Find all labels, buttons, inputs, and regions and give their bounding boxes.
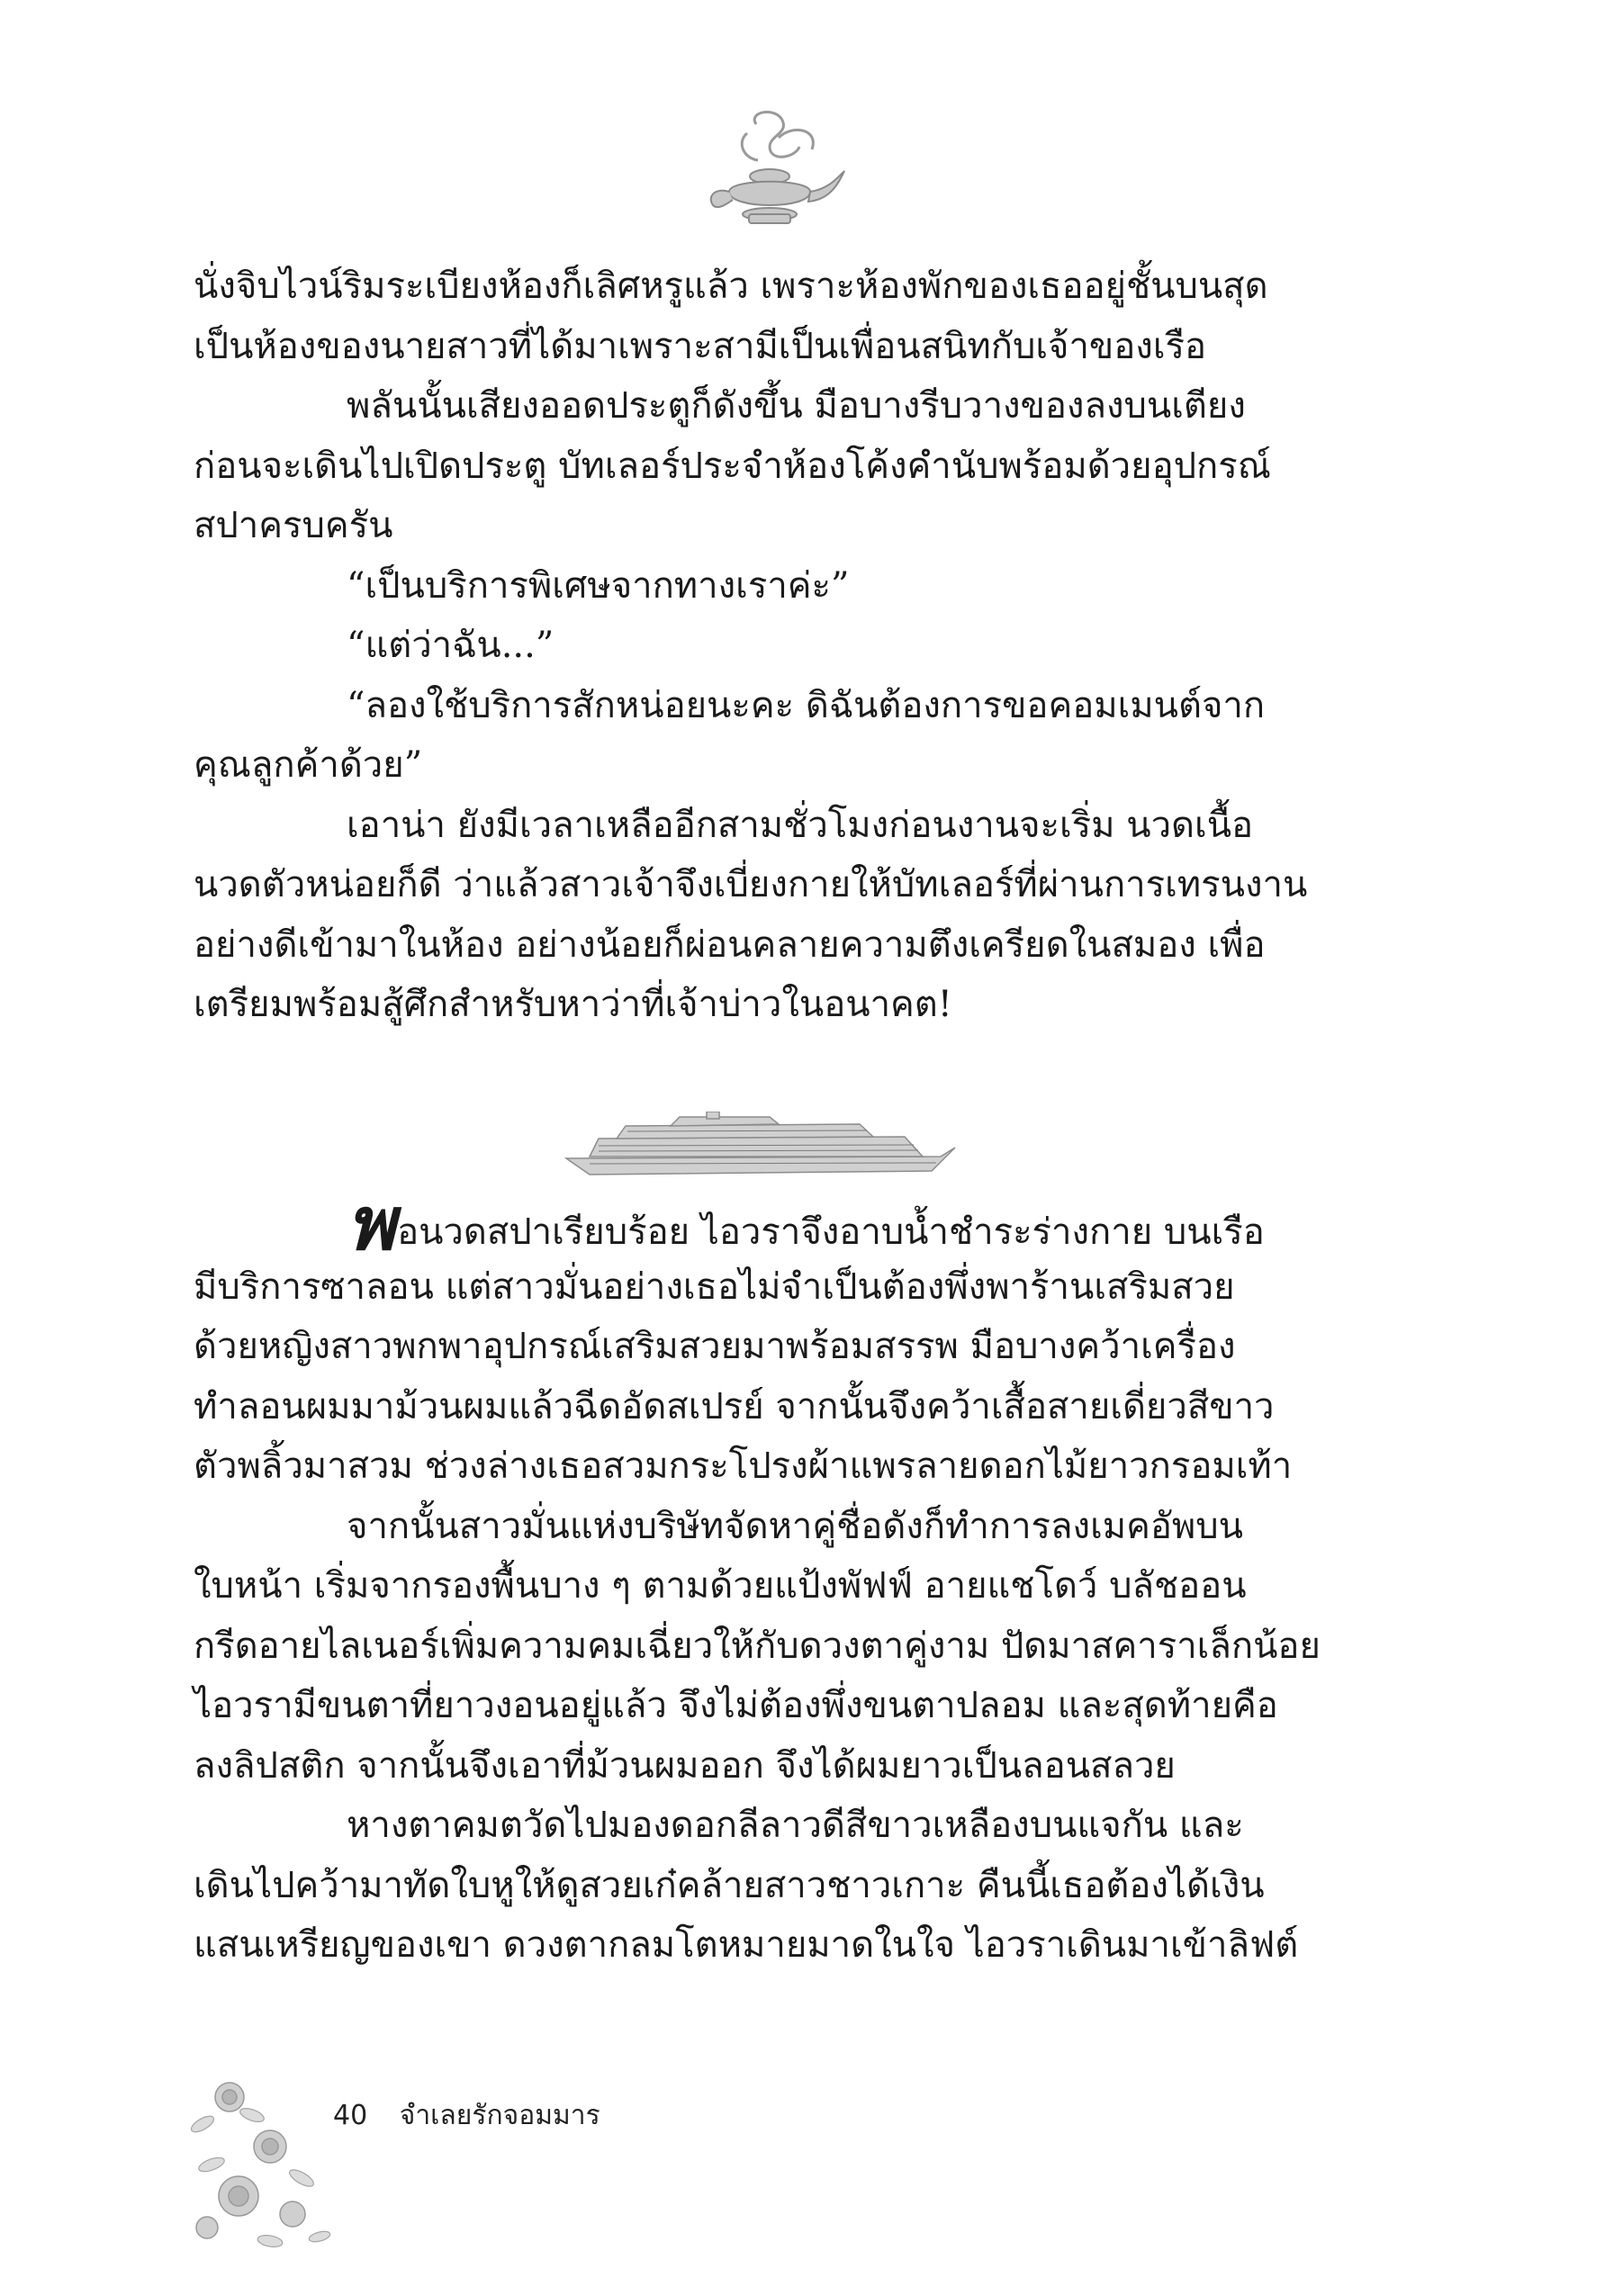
text-line	[194, 735, 1404, 796]
text-line	[194, 616, 1404, 676]
text-line-content: นวดตัวหน่อยก็ดี ว่าแล้วสาวเจ้าจึงเบี่ยงกายให้บัทเลอร์ที่ผ่านการเทรนงาน	[194, 864, 1308, 905]
drop-cap: พ	[347, 1181, 396, 1267]
text-line	[194, 1676, 1404, 1736]
text-line-content: เดินไปคว้ามาทัดใบหูให้ดูสวยเก๋คล้ายสาวชาวเกาะ คืนนี้เธอต้องได้เงิน	[194, 1864, 1265, 1906]
text-line	[194, 676, 1404, 736]
text-line-content: สปาครบครัน	[194, 505, 393, 546]
text-line-content: อนวดสปาเรียบร้อย ไอวราจึงอาบน้ำชำระร่างกาย บนเรือ	[397, 1211, 1265, 1253]
text-line	[194, 1796, 1404, 1856]
page-footer	[333, 2094, 600, 2137]
text-line-content: มีบริการซาลอน แต่สาวมั่นอย่างเธอไม่จำเป็นต้องพึ่งพาร้านเสริมสวย	[194, 1265, 1235, 1308]
text-line	[194, 915, 1404, 976]
text-line-content: ลงลิปสติก จากนั้นจึงเอาที่ม้วนผมออก จึงได้ผมยาวเป็นลอนสลวย	[194, 1744, 1176, 1787]
text-line	[194, 437, 1404, 497]
text-line	[194, 376, 1404, 437]
text-line	[194, 1497, 1404, 1557]
text-line	[194, 1181, 1404, 1267]
paragraph-block-1	[194, 257, 1404, 1035]
text-line	[194, 1377, 1404, 1437]
text-line-content: ด้วยหญิงสาวพกพาอุปกรณ์เสริมสวยมาพร้อมสรรพ มือบางคว้าเครื่อง	[194, 1326, 1236, 1367]
text-line	[194, 496, 1404, 556]
page-number: 40	[333, 2100, 368, 2131]
paragraph-block-2	[194, 1181, 1404, 1976]
text-line	[194, 855, 1404, 915]
text-line-content: ทำลอนผมมาม้วนผมแล้วฉีดอัดสเปรย์ จากนั้นจึงคว้าเสื้อสายเดี่ยวสีขาว	[194, 1385, 1275, 1427]
text-line-content: พลันนั้นเสียงออดประตูก็ดังขึ้น มือบางรีบวางของลงบนเตียง	[347, 385, 1246, 427]
floral-bouquet-icon	[185, 2061, 338, 2255]
text-line-content: เป็นห้องของนายสาวที่ได้มาเพราะสามีเป็นเพื่อนสนิทกับเจ้าของเรือ	[194, 325, 1206, 367]
text-line-content: แสนเหรียญของเขา ดวงตากลมโตหมายมาดในใจ ไอวราเดินมาเข้าลิฟต์	[194, 1924, 1299, 1966]
text-line	[194, 1736, 1404, 1796]
genie-lamp-icon	[693, 106, 846, 241]
text-line	[194, 317, 1404, 377]
text-line-content: “แต่ว่าฉัน...”	[347, 625, 555, 666]
text-line	[194, 1317, 1404, 1377]
text-line	[194, 556, 1404, 617]
book-title: จำเลยรักจอมมาร	[399, 2100, 600, 2131]
text-line-content: จากนั้นสาวมั่นแห่งบริษัทจัดหาคู่ชื่อดังก็ทำการลงเมคอัพบน	[347, 1505, 1243, 1547]
text-line-content: นั่งจิบไวน์ริมระเบียงห้องก็เลิศหรูแล้ว เพราะห้องพักของเธออยู่ชั้นบนสุด	[194, 266, 1268, 307]
text-line-content: คุณลูกค้าด้วย”	[194, 744, 423, 786]
text-line-content: ใบหน้า เริ่มจากรองพื้นบาง ๆ ตามด้วยแป้งพัฟฟ์ อายแชโดว์ บลัชออน	[194, 1565, 1247, 1607]
text-line-content: ไอวรามีขนตาที่ยาวงอนอยู่แล้ว จึงไม่ต้องพึ่งขนตาปลอม และสุดท้ายคือ	[194, 1685, 1278, 1726]
text-line-content: กรีดอายไลเนอร์เพิ่มความคมเฉี่ยวให้กับดวงตาคู่งาม ปัดมาสคาราเล็กน้อย	[194, 1625, 1321, 1667]
text-line-content: ก่อนจะเดินไปเปิดประตู บัทเลอร์ประจำห้องโค้งคำนับพร้อมด้วยอุปกรณ์	[194, 445, 1271, 487]
text-line	[194, 1556, 1404, 1616]
cruise-ship-icon	[563, 1112, 959, 1184]
text-line	[194, 1257, 1404, 1318]
text-line-content: อย่างดีเข้ามาในห้อง อย่างน้อยก็ผ่อนคลายความตึงเครียดในสมอง เพื่อ	[194, 923, 1266, 966]
text-line	[194, 1915, 1404, 1976]
text-line-content: หางตาคมตวัดไปมองดอกลีลาวดีสีขาวเหลืองบนแจกัน และ	[347, 1805, 1244, 1846]
text-line-content: เตรียมพร้อมสู้ศึกสำหรับหาว่าที่เจ้าบ่าวในอนาคต!	[194, 984, 952, 1025]
text-line-content: “เป็นบริการพิเศษจากทางเราค่ะ”	[347, 564, 850, 607]
text-line	[194, 257, 1404, 317]
text-line-content: “ลองใช้บริการสักหน่อยนะคะ ดิฉันต้องการขอคอมเมนต์จาก	[347, 684, 1266, 726]
text-line	[194, 1436, 1404, 1497]
text-line	[194, 1856, 1404, 1916]
text-line	[194, 975, 1404, 1035]
text-line-content: ตัวพลิ้วมาสวม ช่วงล่างเธอสวมกระโปรงผ้าแพรลายดอกไม้ยาวกรอมเท้า	[194, 1445, 1293, 1487]
text-line	[194, 796, 1404, 856]
text-line	[194, 1616, 1404, 1677]
text-line-content: เอาน่า ยังมีเวลาเหลืออีกสามชั่วโมงก่อนงานจะเริ่ม นวดเนื้อ	[347, 804, 1254, 846]
